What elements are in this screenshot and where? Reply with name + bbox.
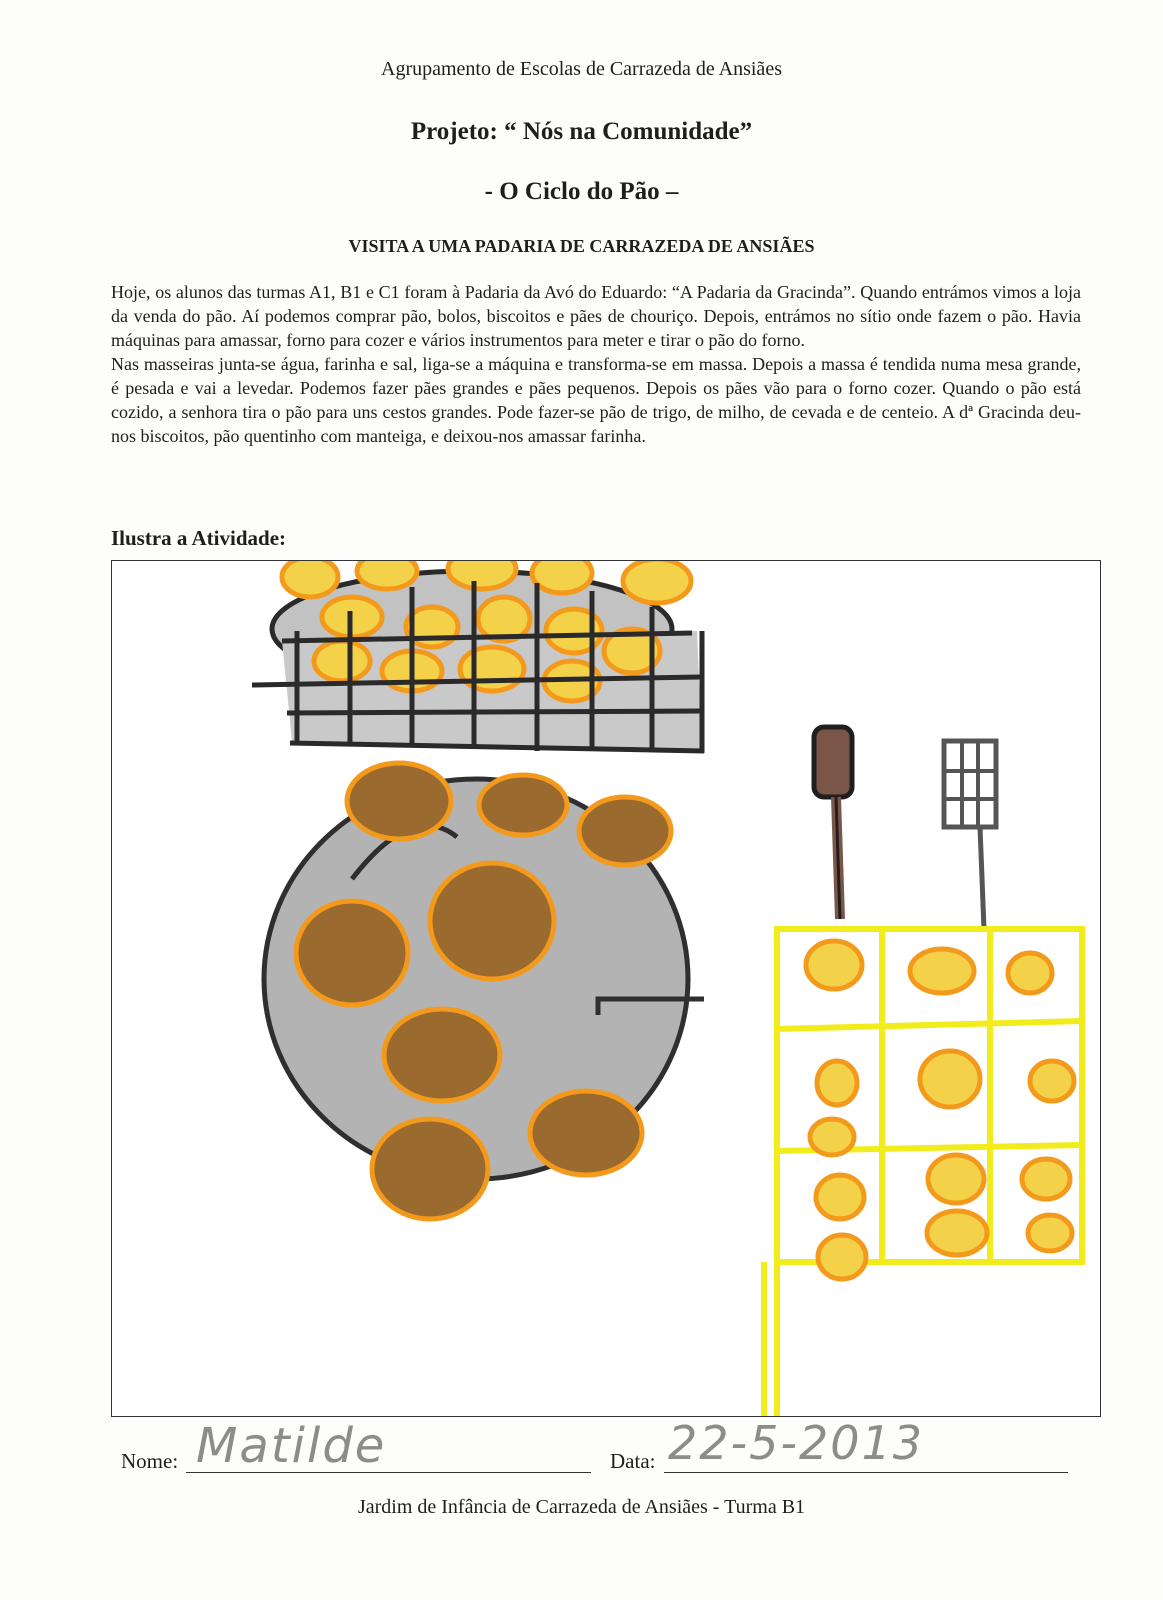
roll bbox=[532, 561, 592, 593]
school-name: Agrupamento de Escolas de Carrazeda de Ansiães bbox=[381, 58, 782, 80]
roll bbox=[810, 1119, 854, 1155]
roll bbox=[920, 1051, 980, 1107]
visit-title: VISITA A UMA PADARIA DE CARRAZEDA DE ANSIÃES bbox=[348, 236, 815, 256]
oven bbox=[264, 763, 704, 1219]
loaf bbox=[579, 797, 671, 865]
roll bbox=[816, 1175, 864, 1219]
body-text bbox=[111, 280, 1081, 448]
project-title: Projeto: “ Nós na Comunidade” bbox=[410, 118, 753, 145]
roll bbox=[806, 941, 862, 989]
wooden-peel bbox=[814, 727, 852, 919]
loaf bbox=[384, 1009, 500, 1101]
loaf bbox=[372, 1119, 488, 1219]
name-label: Nome: bbox=[121, 1449, 179, 1473]
date-underline bbox=[664, 1472, 1068, 1473]
bread-basket bbox=[252, 561, 704, 753]
shelf-rolls bbox=[806, 941, 1074, 1279]
loaf bbox=[530, 1091, 642, 1175]
cycle-title: - O Ciclo do Pão – bbox=[484, 178, 679, 205]
roll bbox=[928, 1155, 984, 1203]
illustration-frame bbox=[111, 560, 1101, 1417]
loaf bbox=[296, 901, 408, 1005]
roll bbox=[817, 1061, 857, 1105]
loaf bbox=[479, 775, 567, 835]
loaf bbox=[430, 863, 554, 979]
roll bbox=[448, 561, 516, 589]
roll bbox=[910, 949, 974, 993]
roll bbox=[282, 561, 338, 597]
illustration-title: Ilustra a Atividade: bbox=[111, 526, 287, 550]
name-value: Matilde bbox=[196, 1418, 387, 1474]
roll bbox=[1028, 1215, 1072, 1251]
roll bbox=[1008, 953, 1052, 993]
roll bbox=[460, 647, 524, 691]
date-value: 22-5-2013 bbox=[668, 1416, 925, 1470]
bread-shelf bbox=[764, 929, 1082, 1417]
paragraph-1: Hoje, os alunos das turmas A1, B1 e C1 foram à Padaria da Avó do Eduardo: “A Padaria da Gracinda”. Quando entrámos vimos a loja da venda do pão. Aí podemos comprar pão, bolos, biscoitos e pães de chouriço. Depois, entrámos no sítio onde fazem o pão. Havia máquinas para amassar, forno para cozer e vários instrumentos para meter e tirar o pão do forno. bbox=[111, 282, 1081, 350]
roll bbox=[927, 1211, 987, 1255]
loaf bbox=[347, 763, 451, 839]
footer-text: Jardim de Infância de Carrazeda de Ansiães - Turma B1 bbox=[357, 1496, 806, 1518]
child-drawing bbox=[112, 561, 1101, 1417]
roll bbox=[1030, 1061, 1074, 1101]
roll bbox=[357, 561, 417, 589]
date-label: Data: bbox=[610, 1449, 656, 1473]
roll bbox=[1022, 1159, 1070, 1199]
roll bbox=[818, 1235, 866, 1279]
metal-peel bbox=[944, 741, 996, 929]
roll bbox=[314, 641, 370, 681]
roll bbox=[623, 561, 691, 603]
paragraph-2: Nas masseiras junta-se água, farinha e sal, liga-se a máquina e transforma-se em massa. Depois a massa é tendida numa mesa grande, é pesada e vai a levedar. Podemos fazer pães grandes e pães pequenos. Depois os pães vão para o forno cozer. Quando o pão está cozido, a senhora tira o pão para uns cestos grandes. Pode fazer-se pão de trigo, de milho, de cevada e de centeio. A dª Gracinda deu-nos biscoitos, pão quentinho com manteiga, e deixou-nos amassar farinha. bbox=[111, 354, 1081, 446]
